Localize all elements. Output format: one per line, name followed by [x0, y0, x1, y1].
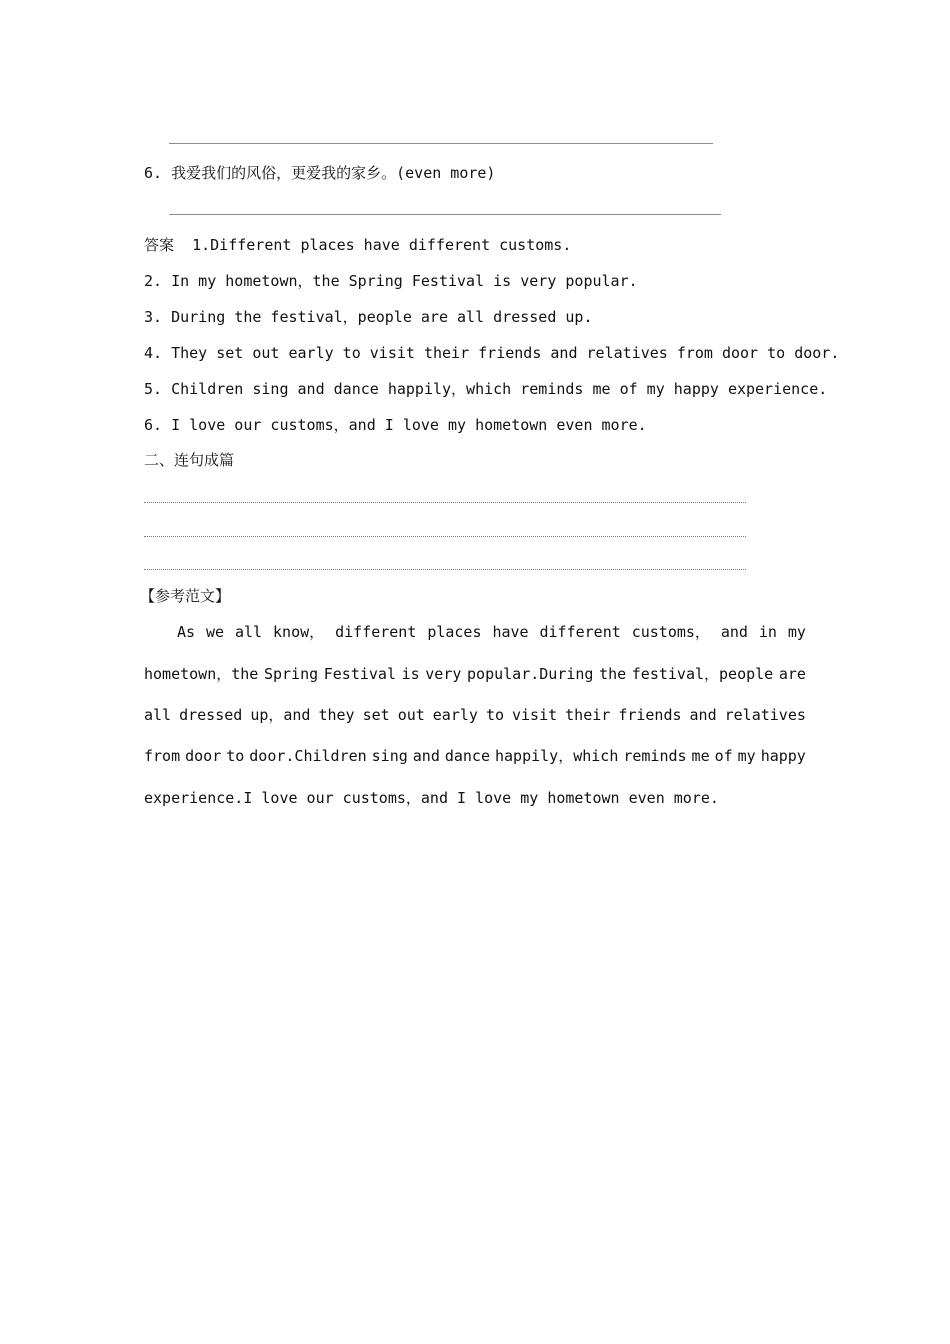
essay-word: friends [618, 706, 682, 724]
answer-item: 3. During the festival，people are all dressed up. [144, 308, 593, 326]
essay-line-3 [144, 705, 806, 725]
question-6-hint: (even more) [396, 164, 496, 182]
essay-word: up，and [250, 706, 311, 724]
writing-line-2 [144, 536, 746, 537]
essay-word: sing [371, 747, 408, 765]
essay-word: dressed [179, 706, 243, 724]
essay-word: all [235, 623, 263, 641]
essay-word: from [144, 747, 181, 765]
essay-word: to [226, 747, 245, 765]
essay-word: Festival [323, 665, 396, 683]
essay-word: me [691, 747, 710, 765]
essay-word: visit [512, 706, 558, 724]
essay-word: is [401, 665, 420, 683]
answer-item: 6. I love our customs，and I love my hometown even more. [144, 416, 647, 434]
answer-blank-line-6 [169, 214, 721, 215]
essay-line-5 [144, 788, 806, 808]
essay-word: door [185, 747, 222, 765]
question-6-text: 我爱我们的风俗，更爱我的家乡。 [171, 164, 397, 182]
essay-word: they [318, 706, 355, 724]
question-6-number: 6. [144, 164, 163, 182]
essay-word: and [689, 706, 717, 724]
answer-item: 2. In my hometown，the Spring Festival is very popular. [144, 272, 638, 290]
answer-item: 1.Different places have different customs. [192, 236, 572, 254]
essay-word: different [335, 623, 417, 641]
essay-word: customs， [631, 623, 710, 641]
essay-word: very [425, 665, 462, 683]
writing-line-3 [144, 569, 746, 570]
essay-word: my [737, 747, 756, 765]
section-2-title: 二、连句成篇 [144, 451, 235, 469]
essay-word: happily，which [494, 747, 619, 765]
answer-item: 4. They set out early to visit their friends and relatives from door to door. [144, 344, 840, 362]
essay-word: relatives [724, 706, 806, 724]
essay-word: out [397, 706, 425, 724]
answers-label: 答案 [144, 236, 175, 254]
essay-word: to [485, 706, 504, 724]
essay-word: places [427, 623, 482, 641]
essay-word: different [539, 623, 621, 641]
essay-word: door.Children [249, 747, 367, 765]
essay-word: reminds [623, 747, 687, 765]
essay-word: popular.During [467, 665, 594, 683]
essay-word: have [492, 623, 529, 641]
answer-item: 5. Children sing and dance happily，which reminds me of my happy experience. [144, 380, 828, 398]
essay-line-1 [177, 622, 806, 642]
essay-word: their [565, 706, 611, 724]
essay-word: happy [760, 747, 806, 765]
essay-word: my [787, 623, 806, 641]
answer-line-1 [144, 235, 571, 255]
essay-word: experience.I love our customs，and I love my hometown even more. [144, 789, 719, 807]
essay-word: Spring [263, 665, 319, 683]
question-6 [144, 163, 495, 183]
answer-blank-line-5 [169, 143, 713, 144]
writing-line-1 [144, 502, 746, 503]
essay-line-4 [144, 746, 806, 766]
essay-word: set [362, 706, 390, 724]
essay-word: early [432, 706, 478, 724]
reference-title: 【参考范文】 [140, 587, 231, 605]
essay-word: As [177, 623, 196, 641]
essay-word: of [714, 747, 733, 765]
essay-word: and [412, 747, 440, 765]
essay-word: the [599, 665, 627, 683]
essay-word: hometown，the [144, 665, 259, 683]
essay-word: are [778, 665, 806, 683]
essay-word: all [144, 706, 172, 724]
essay-word: festival，people [631, 665, 774, 683]
essay-word: and [720, 623, 748, 641]
essay-word: in [758, 623, 777, 641]
essay-line-2 [144, 664, 806, 684]
essay-word: we [206, 623, 225, 641]
essay-word: know， [273, 623, 325, 641]
essay-word: dance [444, 747, 490, 765]
